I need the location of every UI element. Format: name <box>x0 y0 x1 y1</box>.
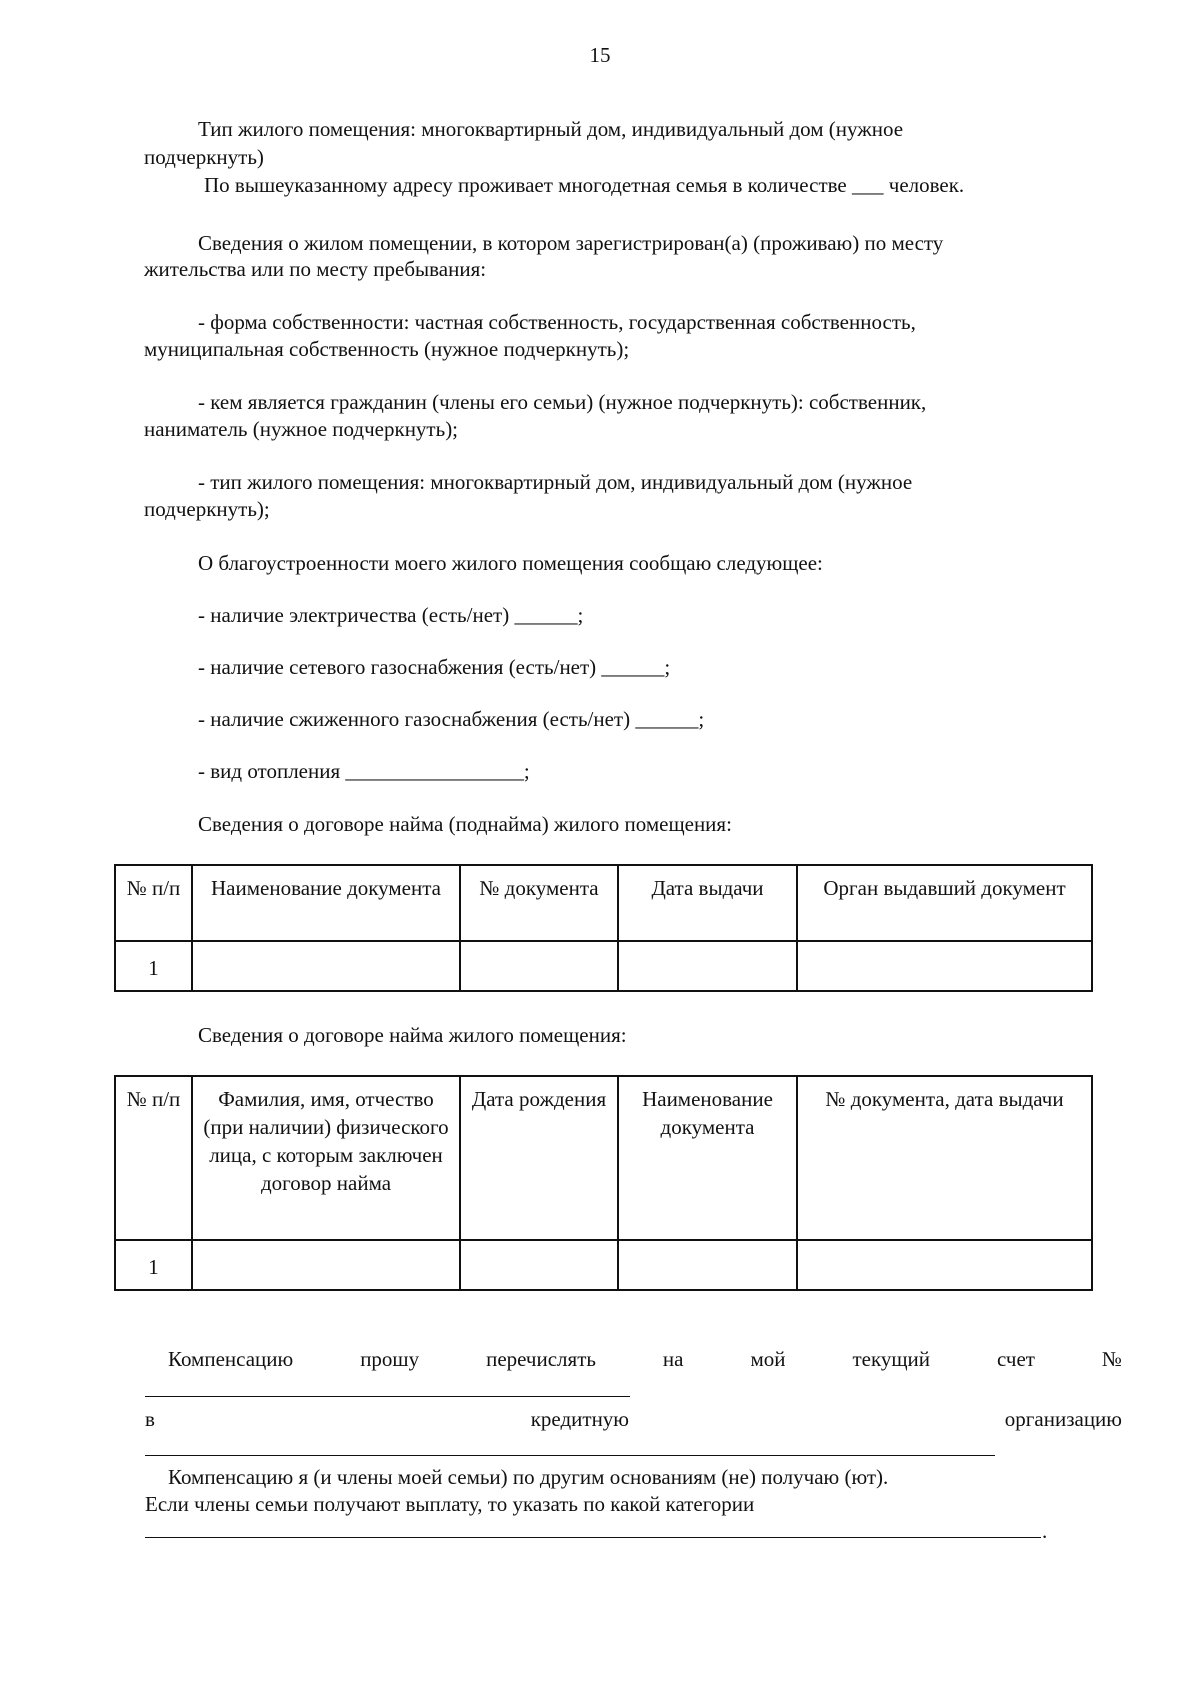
table-row <box>115 1240 1092 1290</box>
compensation-line-1 <box>168 1346 1122 1372</box>
word: № <box>1101 1347 1122 1371</box>
col-header-number: № п/п <box>115 865 192 941</box>
end-period: . <box>1042 1519 1048 1543</box>
table2-caption: Сведения о договоре найма жилого помещения: <box>198 1023 627 1047</box>
role-line-2: наниматель (нужное подчеркнуть); <box>144 417 459 441</box>
word: организацию <box>1004 1407 1122 1431</box>
word: перечислять <box>486 1347 596 1371</box>
col-header-document-name: Наименование документа <box>618 1076 797 1240</box>
liquefied-gas-field: - наличие сжиженного газоснабжения (есть/нет) ______; <box>198 707 705 731</box>
cell-issue-date[interactable] <box>618 941 797 991</box>
tenancy-contract-table <box>114 1075 1093 1291</box>
heating-field: - вид отопления _________________; <box>198 759 530 783</box>
cell-birth-date[interactable] <box>460 1240 618 1290</box>
network-gas-field: - наличие сетевого газоснабжения (есть/нет) ______; <box>198 655 671 679</box>
word: счет <box>996 1347 1035 1371</box>
table1-caption: Сведения о договоре найма (поднайма) жилого помещения: <box>198 812 732 836</box>
ownership-line-1: - форма собственности: частная собственность, государственная собственность, <box>198 310 916 334</box>
word: текущий <box>852 1347 931 1371</box>
housing-line-2: жительства или по месту пребывания: <box>144 257 487 281</box>
intro-line-1: Тип жилого помещения: многоквартирный дом, индивидуальный дом (нужное <box>198 117 904 141</box>
cell-document-number-date[interactable] <box>797 1240 1092 1290</box>
cell-person-name[interactable] <box>192 1240 460 1290</box>
col-header-issue-date: Дата выдачи <box>618 865 797 941</box>
word: прошу <box>360 1347 420 1371</box>
account-number-line[interactable] <box>145 1396 630 1397</box>
table-row <box>115 941 1092 991</box>
word: Компенсацию <box>168 1347 294 1371</box>
page-number: 15 <box>589 43 611 67</box>
role-line-1: - кем является гражданин (члены его семьи) (нужное подчеркнуть): собственник, <box>198 390 927 414</box>
compensation-line-4: Если члены семьи получают выплату, то указать по какой категории <box>145 1492 755 1516</box>
benefit-category-line[interactable] <box>145 1537 1041 1538</box>
col-header-document-number-date: № документа, дата выдачи <box>797 1076 1092 1240</box>
col-header-number: № п/п <box>115 1076 192 1240</box>
type-line-2: подчеркнуть); <box>144 497 270 521</box>
row-number: 1 <box>115 941 192 991</box>
intro-line-3: По вышеуказанному адресу проживает многодетная семья в количестве ___ человек. <box>204 173 965 197</box>
amenities-heading: О благоустроенности моего жилого помещения сообщаю следующее: <box>198 551 823 575</box>
cell-document-name[interactable] <box>192 941 460 991</box>
row-number: 1 <box>115 1240 192 1290</box>
intro-line-2: подчеркнуть) <box>144 145 264 169</box>
type-line-1: - тип жилого помещения: многоквартирный дом, индивидуальный дом (нужное <box>198 470 913 494</box>
electricity-field: - наличие электричества (есть/нет) ______; <box>198 603 584 627</box>
compensation-line-2 <box>145 1406 1122 1432</box>
credit-organization-line[interactable] <box>145 1455 995 1456</box>
cell-issuing-authority[interactable] <box>797 941 1092 991</box>
ownership-line-2: муниципальная собственность (нужное подчеркнуть); <box>144 337 630 361</box>
col-header-document-number: № документа <box>460 865 618 941</box>
word: мой <box>750 1347 786 1371</box>
compensation-line-3: Компенсацию я (и члены моей семьи) по другим основаниям (не) получаю (ют). <box>168 1465 889 1489</box>
col-header-birth-date: Дата рождения <box>460 1076 618 1240</box>
tenancy-sublease-table <box>114 864 1093 992</box>
col-header-document-name: Наименование документа <box>192 865 460 941</box>
word: в <box>145 1407 155 1431</box>
cell-document-name[interactable] <box>618 1240 797 1290</box>
word: на <box>662 1347 684 1371</box>
col-header-issuing-authority: Орган выдавший документ <box>797 865 1092 941</box>
housing-line-1: Сведения о жилом помещении, в котором зарегистрирован(а) (проживаю) по месту <box>198 231 944 255</box>
word: кредитную <box>530 1407 629 1431</box>
cell-document-number[interactable] <box>460 941 618 991</box>
col-header-person-name: Фамилия, имя, отчество (при наличии) физического лица, с которым заключен договор найма <box>192 1076 460 1240</box>
